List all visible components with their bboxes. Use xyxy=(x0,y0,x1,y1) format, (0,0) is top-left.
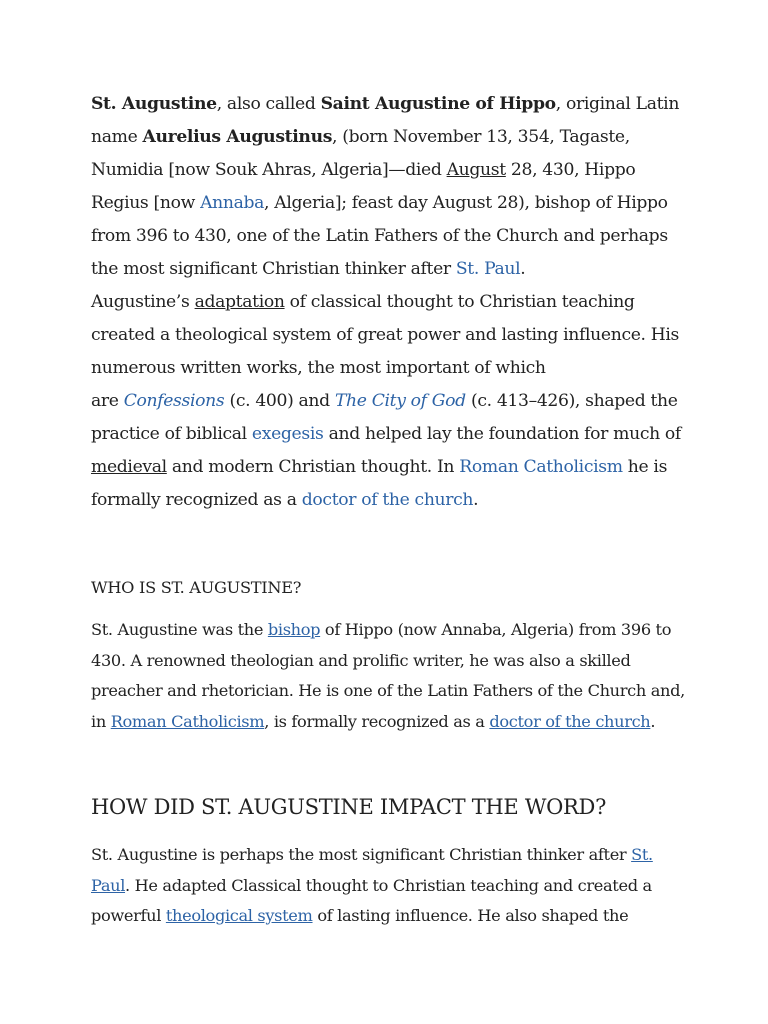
link-doctor-of-the-church-2[interactable]: doctor of the church xyxy=(489,711,651,731)
intro-text: (c. 400) and xyxy=(224,391,335,411)
paragraph-text: of lasting influence. He also shaped the xyxy=(312,906,629,925)
section-paragraph-who xyxy=(91,615,691,737)
latin-name: Aurelius Augustinus xyxy=(142,127,333,147)
intro-text: , original Latin name xyxy=(91,94,680,147)
alt-name: Saint Augustine of Hippo xyxy=(320,94,556,114)
link-roman-catholicism[interactable]: Roman Catholicism xyxy=(459,457,623,477)
paragraph-text: , is formally recognized as a xyxy=(264,711,490,731)
link-medieval[interactable]: medieval xyxy=(91,457,167,477)
section-heading-impact: HOW DID ST. AUGUSTINE IMPACT THE WORD? xyxy=(91,795,607,819)
link-st-paul[interactable]: St. Paul xyxy=(455,259,521,279)
link-adaptation[interactable]: adaptation xyxy=(194,292,285,312)
link-confessions[interactable]: Confessions xyxy=(123,391,225,411)
link-annaba[interactable]: Annaba xyxy=(200,193,265,213)
intro-text: . xyxy=(520,259,526,279)
intro-text: , (born November 13, 354, Tagaste, Numidia [now Souk Ahras, Algeria]—died xyxy=(91,127,630,180)
intro-text: Augustine’s xyxy=(91,292,195,312)
link-roman-catholicism-2[interactable]: Roman Catholicism xyxy=(110,711,265,731)
section-paragraph-impact xyxy=(91,840,691,932)
link-st-paul-2[interactable]: St. Paul xyxy=(91,845,653,895)
link-theological-system[interactable]: theological system xyxy=(165,906,313,925)
link-bishop[interactable]: bishop xyxy=(267,620,321,639)
intro-text: 28, 430, Hippo Regius [now xyxy=(91,160,636,213)
intro-text: , also called xyxy=(216,94,321,114)
link-city-of-god[interactable]: The City of God xyxy=(334,391,466,411)
paragraph-text: . He adapted Classical thought to Christian teaching and created a powerful xyxy=(91,875,652,925)
paragraph-text: St. Augustine was the xyxy=(91,620,268,639)
intro-text: . xyxy=(473,490,479,510)
intro-text: are xyxy=(91,391,124,411)
intro-text: and helped lay the foundation for much of xyxy=(323,424,681,444)
section-heading-who: WHO IS ST. AUGUSTINE? xyxy=(91,578,302,597)
paragraph-text: St. Augustine is perhaps the most significant Christian thinker after xyxy=(91,845,632,864)
paragraph-text: . xyxy=(650,711,656,731)
paragraph-text: of Hippo (now Annaba, Algeria) from 396 to 430. A renowned theologian and prolific writer, he was also a skilled preacher and rhetorician. He is one of the Latin Fathers of the Church and, in xyxy=(91,620,685,731)
intro-paragraph xyxy=(91,88,691,517)
intro-text: (c. 413–426), shaped the practice of biblical xyxy=(91,391,678,444)
subject-name: St. Augustine xyxy=(91,94,217,114)
intro-text: , Algeria]; feast day August 28), bishop of Hippo from 396 to 430, one of the Latin Fathers of the Church and perhaps the most significant Christian thinker after xyxy=(91,193,668,279)
link-doctor-of-the-church[interactable]: doctor of the church xyxy=(301,490,474,510)
intro-text: and modern Christian thought. In xyxy=(166,457,460,477)
intro-text: he is formally recognized as a xyxy=(91,457,668,510)
link-august[interactable]: August xyxy=(446,160,506,180)
intro-text: of classical thought to Christian teaching created a theological system of great power and lasting influence. His numerous written works, the most important of which xyxy=(91,292,680,378)
link-exegesis[interactable]: exegesis xyxy=(251,424,324,444)
